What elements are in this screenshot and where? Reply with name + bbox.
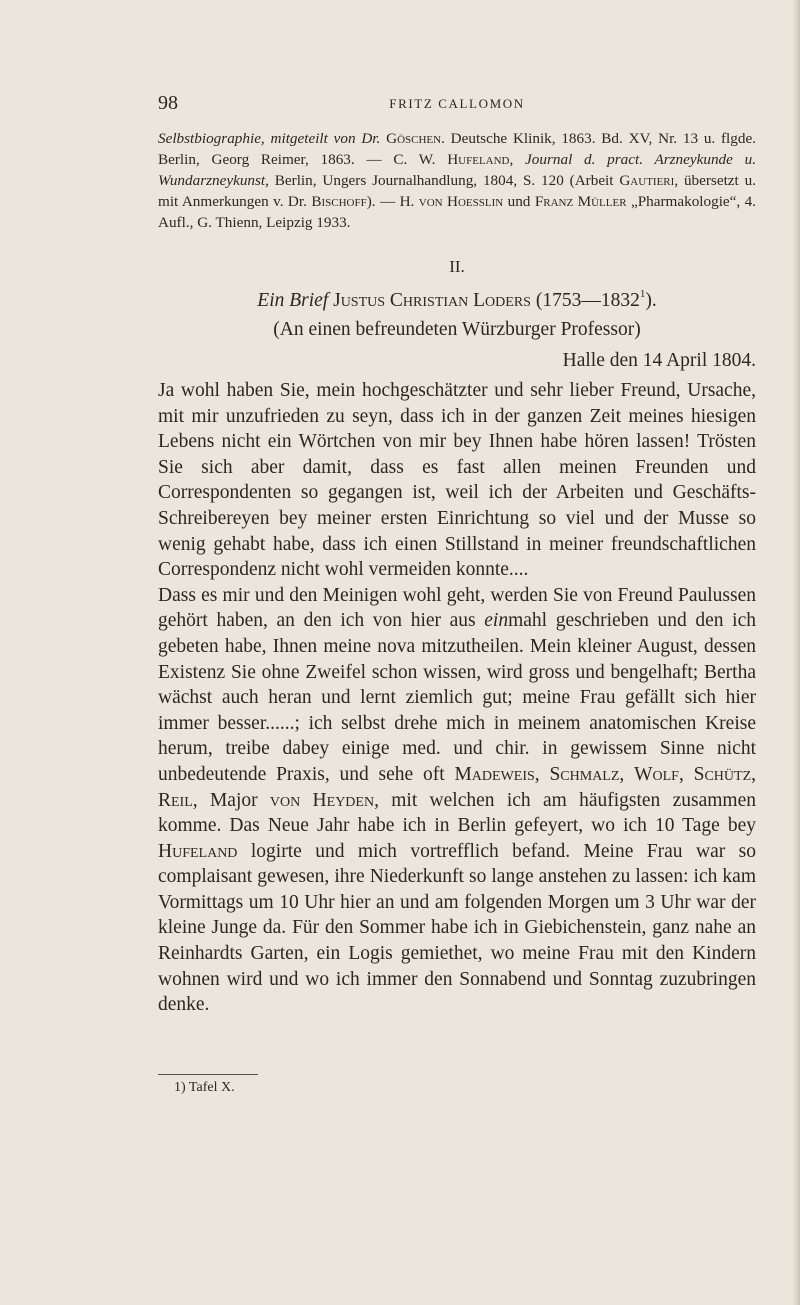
text-run: Göschen — [386, 130, 442, 147]
title-name: Justus Christian Loders — [333, 290, 531, 311]
text-run: Wolf — [634, 763, 679, 785]
letter-subtitle: (An einen befreundeten Würzburger Professor) — [273, 319, 641, 340]
body-paragraph-1 — [158, 378, 756, 583]
text-run: , Major — [192, 789, 270, 811]
title-dates: (1753—1832 — [535, 290, 640, 311]
title-prefix: Ein Brief — [257, 290, 329, 311]
footnote: 1) Tafel X. — [174, 1080, 235, 1095]
text-run: Ja wohl haben Sie, mein hochgeschätzter und sehr lieber Freund, Ursache, mit mir unzufrieden zu seyn, dass ich in der ganzen Zeit meines hiesigen Lebens nicht ein Wörtchen von mir bey Ihnen habe hören lassen! Trösten Sie sich aber damit, dass es fast allen meinen Freunden und Correspondenten so gegangen ist, weil ich der Arbeiten und Geschäfts-Schreibereyen bey meiner ersten Einrichtung so viel und der Musse so wenig gehabt habe, dass ich einen Stillstand in meiner freundschaftlichen Correspondenz nicht wohl vermeiden konnte.... — [158, 380, 756, 581]
text-run: Schmalz — [549, 763, 620, 785]
text-run: Madeweis — [454, 763, 535, 785]
text-run: ein — [484, 610, 509, 632]
text-run: Reil — [158, 789, 193, 811]
text-run: und — [503, 193, 535, 210]
text-run: Journal d. pract. Arzneykunde u. Wundarzneykunst, — [158, 151, 757, 189]
text-run: ). — H. — [366, 193, 419, 210]
title-suffix: . — [651, 290, 657, 311]
text-run: , übersetzt u. mit Anmerkungen v. Dr. — [158, 172, 756, 210]
text-run: Hufeland — [158, 840, 238, 862]
body-paragraph-2 — [158, 583, 756, 1018]
text-run: , — [509, 151, 526, 168]
text-run: Selbstbiographie, mitgeteilt von Dr. — [158, 130, 387, 147]
references-block — [158, 128, 756, 233]
page-number: 98 — [158, 92, 178, 114]
text-run: mahl geschrieben und den ich gebeten habe, Ihnen meine nova mitzutheilen. Mein kleiner August, dessen Existenz Sie ohne Zweifel schon wissen, wird gross und bengelhaft; Bertha wächst auch heran und lernt ziemlich gut; meine Frau gefällt sich hier immer besser......; ich selbst drehe mich in meinem anatomischen Kreise herum, treibe dabey einige med. und chir. in gewissem Sinne nicht unbedeutende Praxis, und sehe oft — [158, 610, 756, 785]
letter-title: Ein Brief Justus Christian Loders (1753—1832$^1$). — [257, 288, 657, 311]
references-paragraph — [158, 128, 756, 233]
text-run: „Pharmakologie“, 4. Aufl., G. Thienn, Leipzig 1933. — [158, 193, 757, 231]
letter-body — [158, 378, 756, 1018]
text-run: Dass es mir und den Meinigen wohl geht, werden Sie von Freund Paulussen gehört haben, an den ich von hier aus — [158, 584, 756, 632]
text-run: . Deutsche Klinik, 1863. Bd. XV, Nr. 13 u. flgde. Berlin, Georg Reimer, 1863. — C. W. — [158, 130, 756, 168]
footnote-rule — [158, 1074, 258, 1075]
page-edge-shadow — [792, 0, 800, 1305]
text-run: von Heyden — [269, 789, 375, 811]
text-run: , — [751, 763, 757, 785]
page-header — [158, 92, 756, 116]
text-run: logirte und mich vortrefflich befand. Meine Frau war so complaisant gewesen, ihre Niederkunft so lange anstehen zu lassen: ich kam Vormittags um 10 Uhr hier an und am folgenden Morgen um 3 Uhr war der kleine Junge da. Für den Sommer habe ich in Giebichenstein, ganz nahe an Reinhardts Garten, ein Logis gemiethet, wo meine Frau mit den Kindern wohnen wird und wo ich immer den Sonnabend und Sonntag zuzubringen denke. — [158, 840, 756, 1016]
text-run: , mit welchen ich am häufigsten zusammen komme. Das Neue Jahr habe ich in Berlin gefeyert, wo ich 10 Tage bey — [158, 789, 756, 837]
text-run: , — [619, 763, 635, 785]
text-run: Hufeland — [447, 151, 510, 168]
text-run: Bischoff — [311, 193, 367, 210]
text-run: Schütz — [693, 763, 752, 785]
section-heading: II. — [449, 257, 465, 276]
running-head: FRITZ CALLOMON — [389, 96, 525, 111]
footnote-mark: 1 — [639, 288, 646, 300]
text-run: Berlin, Ungers Journalhandlung, 1804, S. 120 (Arbeit — [268, 172, 620, 189]
text-run: von Hoesslin — [418, 193, 504, 210]
letter-dateline: Halle den 14 April 1804. — [562, 350, 756, 371]
text-run: , — [534, 763, 550, 785]
text-run: , — [678, 763, 694, 785]
text-run: Franz Müller — [534, 193, 627, 210]
text-run: Gautieri — [619, 172, 675, 189]
